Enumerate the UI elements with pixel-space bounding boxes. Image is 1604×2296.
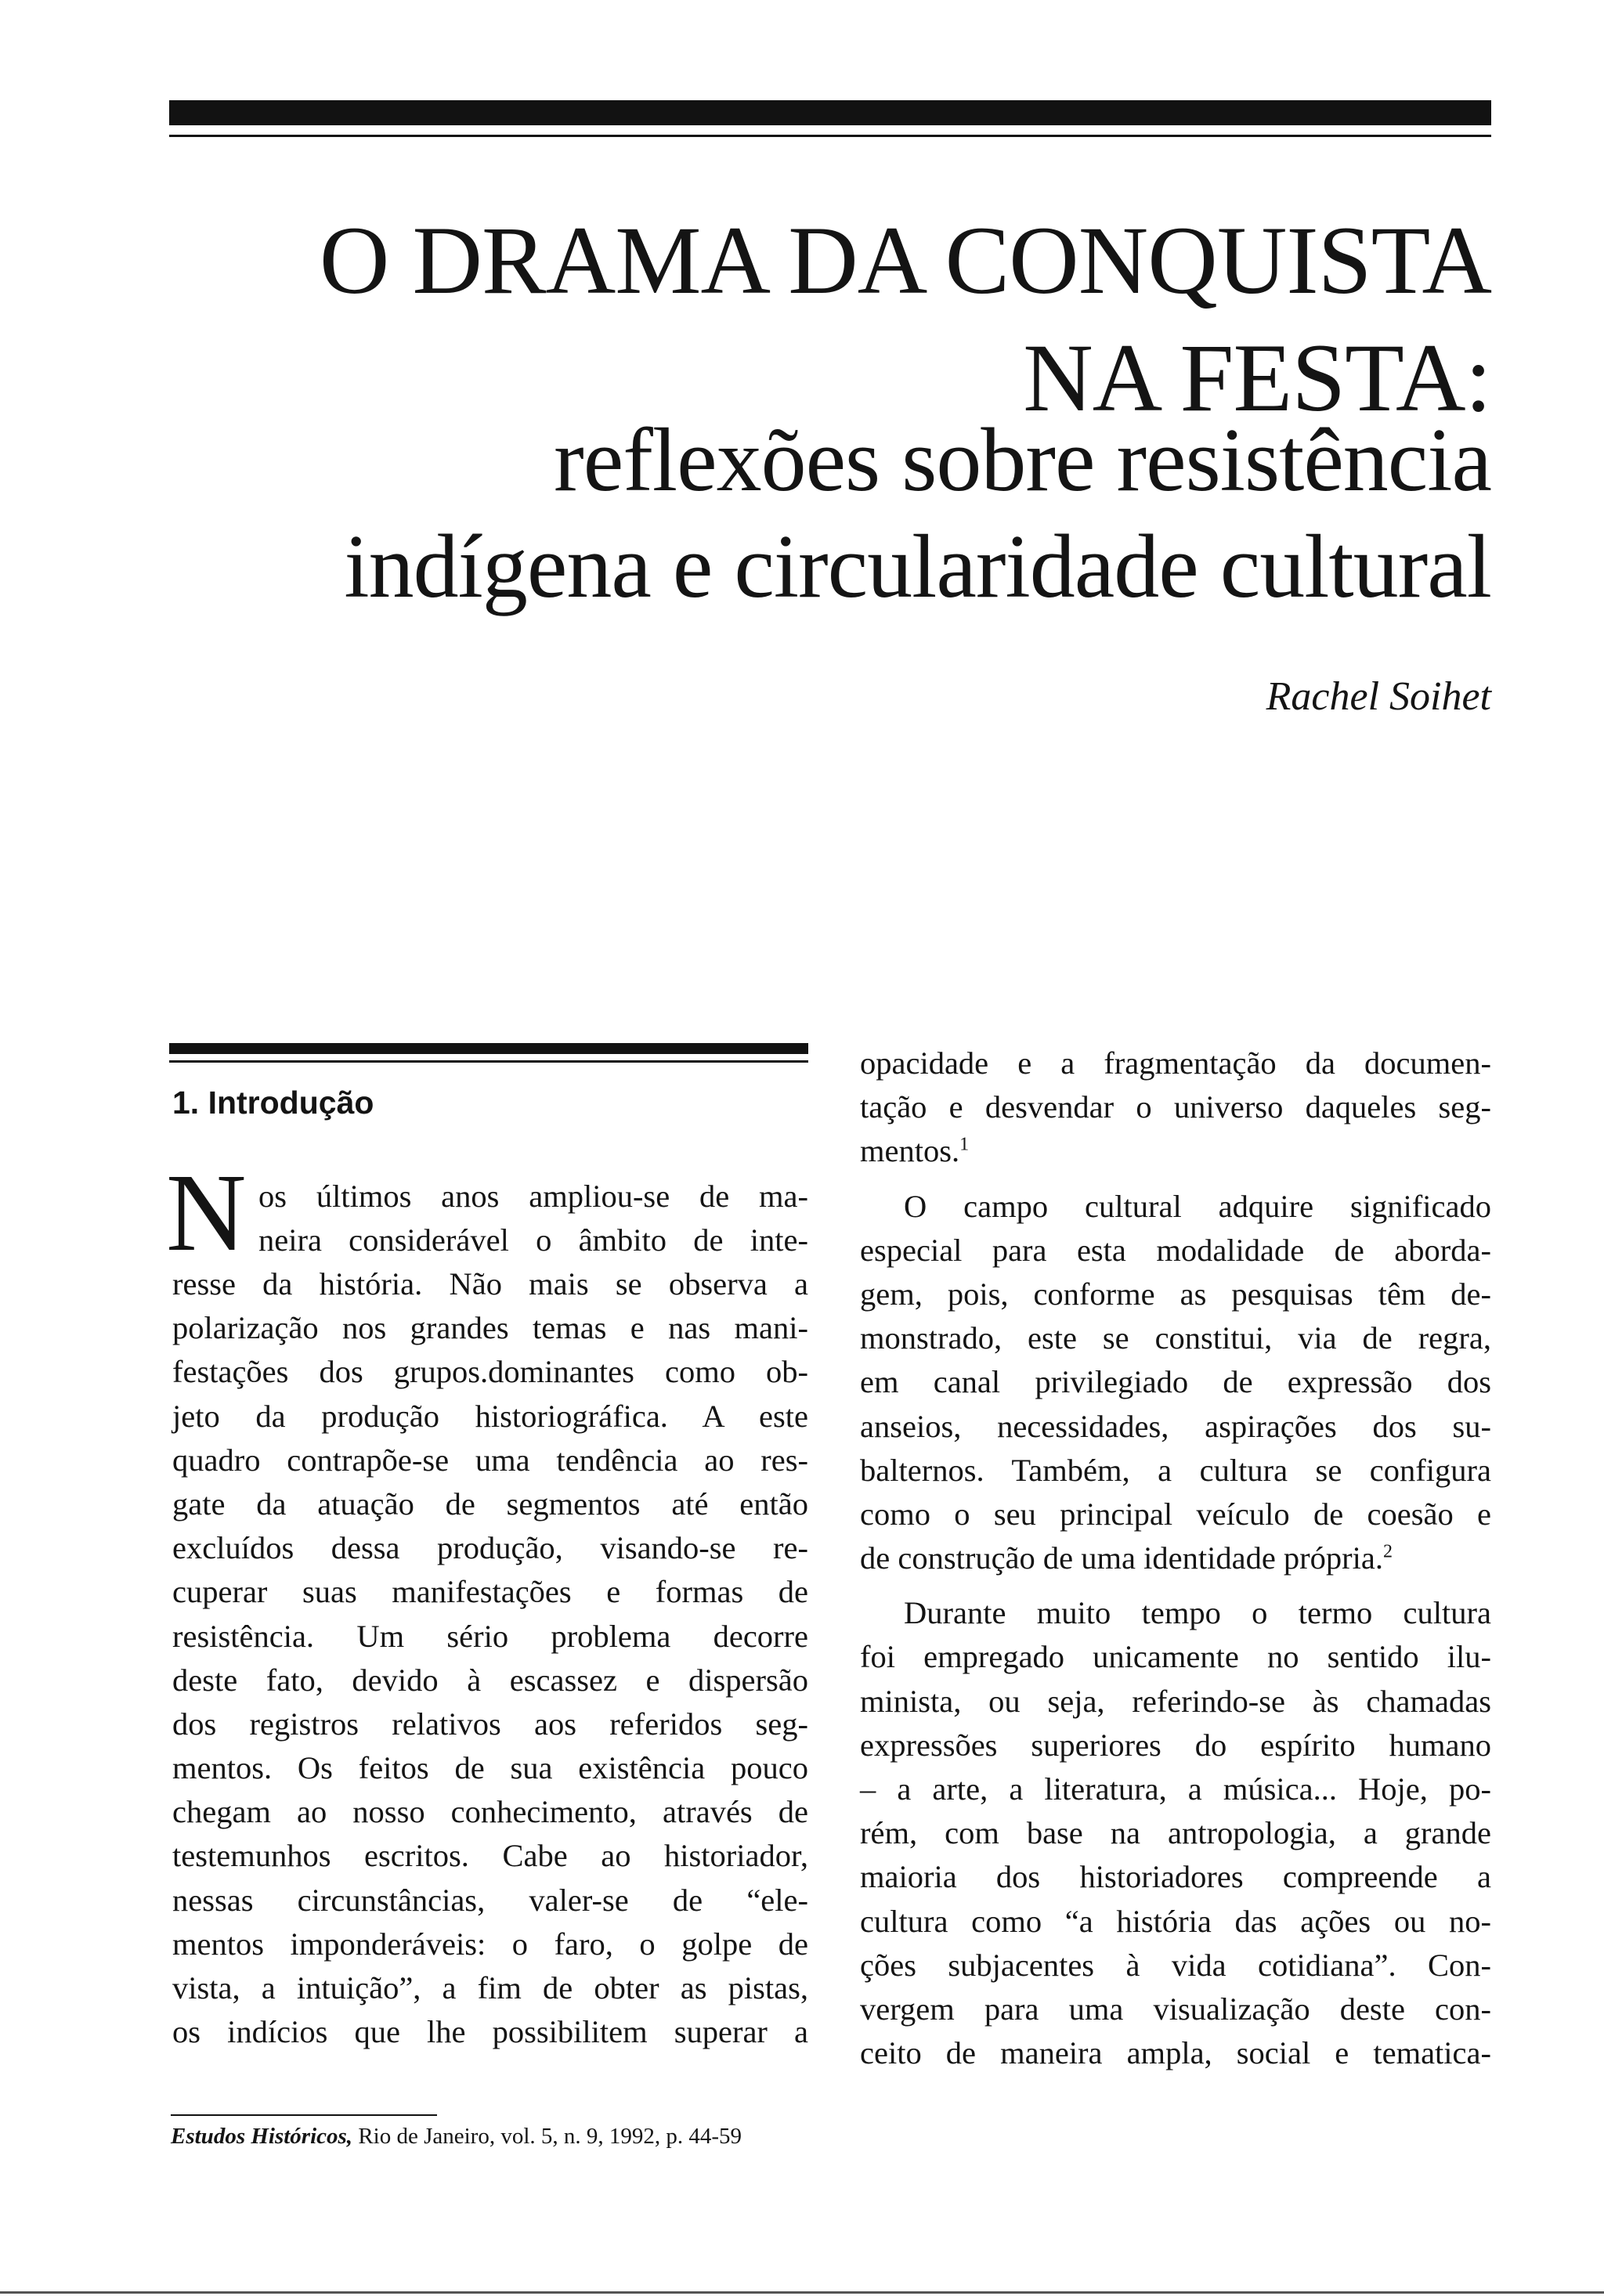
body-line: monstrado, este se constitui, via de regra, [860, 1320, 1491, 1356]
body-line: os indícios que lhe possibilitem superar a [172, 2014, 808, 2050]
body-line: resistência. Um sério problema decorre [172, 1618, 808, 1654]
body-line: especial para esta modalidade de aborda- [860, 1232, 1491, 1268]
body-line: resse da história. Não mais se observa a [172, 1266, 808, 1301]
top-rule-thin [169, 135, 1491, 137]
citation-footer [171, 2124, 742, 2150]
body-text: de construção de uma identidade própria. [860, 1540, 1383, 1576]
body-text: mentos. [860, 1133, 960, 1169]
body-line: expressões superiores do espírito humano [860, 1727, 1491, 1763]
body-line: foi empregado unicamente no sentido ilu- [860, 1639, 1491, 1675]
footnote-ref-2: 2 [1383, 1541, 1393, 1562]
body-line: neira considerável o âmbito de inte- [258, 1222, 808, 1258]
body-line: mentos. Os feitos de sua existência pouco [172, 1750, 808, 1786]
body-line: chegam ao nosso conhecimento, através de [172, 1794, 808, 1830]
body-line-last [860, 1129, 1491, 1173]
body-line: ceito de maneira ampla, social e tematica- [860, 2035, 1491, 2071]
footer-rule [171, 2114, 437, 2116]
body-line: rém, com base na antropologia, a grande [860, 1815, 1491, 1851]
body-line: minista, ou seja, referindo-se às chamadas [860, 1683, 1491, 1719]
section-rule-thick [169, 1043, 808, 1054]
body-line: ções subjacentes à vida cotidiana”. Con- [860, 1947, 1491, 1983]
body-line: como o seu principal veículo de coesão e [860, 1496, 1491, 1532]
body-line: nessas circunstâncias, valer-se de “ele- [172, 1882, 808, 1918]
body-line: cultura como “a história das ações ou no- [860, 1903, 1491, 1939]
body-line: excluídos dessa produção, visando-se re- [172, 1530, 808, 1566]
body-line: dos registros relativos aos referidos seg- [172, 1706, 808, 1742]
body-line: vergem para uma visualização deste con- [860, 1991, 1491, 2027]
paragraph-gap [860, 1174, 1491, 1185]
journal-name: Estudos Históricos, [171, 2124, 353, 2149]
subtitle-line-1: reflexões sobre resistência [554, 410, 1491, 511]
section-heading: 1. Introdução [172, 1085, 374, 1121]
body-line: os últimos anos ampliou-se de ma- [258, 1179, 808, 1214]
body-line: gate da atuação de segmentos até então [172, 1486, 808, 1522]
page-bottom-edge [0, 2291, 1604, 2294]
body-line: Durante muito tempo o termo cultura [904, 1595, 1491, 1631]
body-line: balternos. Também, a cultura se configura [860, 1452, 1491, 1488]
body-line: O campo cultural adquire significado [904, 1188, 1491, 1224]
body-line: mentos imponderáveis: o faro, o golpe de [172, 1926, 808, 1962]
subtitle-line-2: indígena e circularidade cultural [344, 517, 1491, 617]
body-line: polarização nos grandes temas e nas mani- [172, 1310, 808, 1346]
body-line: festações dos grupos.dominantes como ob- [172, 1354, 808, 1390]
author-name: Rachel Soihet [1266, 674, 1491, 719]
body-line: tação e desvendar o universo daqueles seg- [860, 1089, 1491, 1125]
body-line: quadro contrapõe-se uma tendência ao res- [172, 1442, 808, 1478]
body-line: cuperar suas manifestações e formas de [172, 1574, 808, 1610]
dropcap-adjacent-lines [258, 1175, 808, 1262]
title-line-2: NA FESTA: [1023, 324, 1491, 431]
body-line: jeto da produção historiográfica. A este [172, 1398, 808, 1434]
body-line: – a arte, a literatura, a música... Hoje, po- [860, 1771, 1491, 1807]
paragraph-gap [860, 1580, 1491, 1591]
article-subtitle [344, 407, 1491, 620]
body-line: testemunhos escritos. Cabe ao historiador, [172, 1838, 808, 1874]
body-line: gem, pois, conforme as pesquisas têm de- [860, 1276, 1491, 1312]
section-rule-thin [169, 1060, 808, 1063]
body-line: anseios, necessidades, aspirações dos su- [860, 1408, 1491, 1444]
body-line: maioria dos historiadores compreende a [860, 1859, 1491, 1895]
drop-cap: N [166, 1150, 247, 1274]
body-line: vista, a intuição”, a fim de obter as pistas, [172, 1970, 808, 2005]
left-column-body [172, 1262, 808, 2054]
citation-details: Rio de Janeiro, vol. 5, n. 9, 1992, p. 44-59 [352, 2124, 742, 2149]
top-rule-thick [169, 100, 1491, 125]
body-line: opacidade e a fragmentação da documen- [860, 1045, 1491, 1081]
body-line-last [860, 1536, 1491, 1580]
body-line: em canal privilegiado de expressão dos [860, 1364, 1491, 1400]
footnote-ref-1: 1 [959, 1134, 970, 1155]
right-column-body [860, 1042, 1491, 2075]
article-title [320, 202, 1491, 437]
title-line-1: O DRAMA DA CONQUISTA [319, 207, 1491, 314]
body-line: deste fato, devido à escassez e dispersão [172, 1662, 808, 1698]
